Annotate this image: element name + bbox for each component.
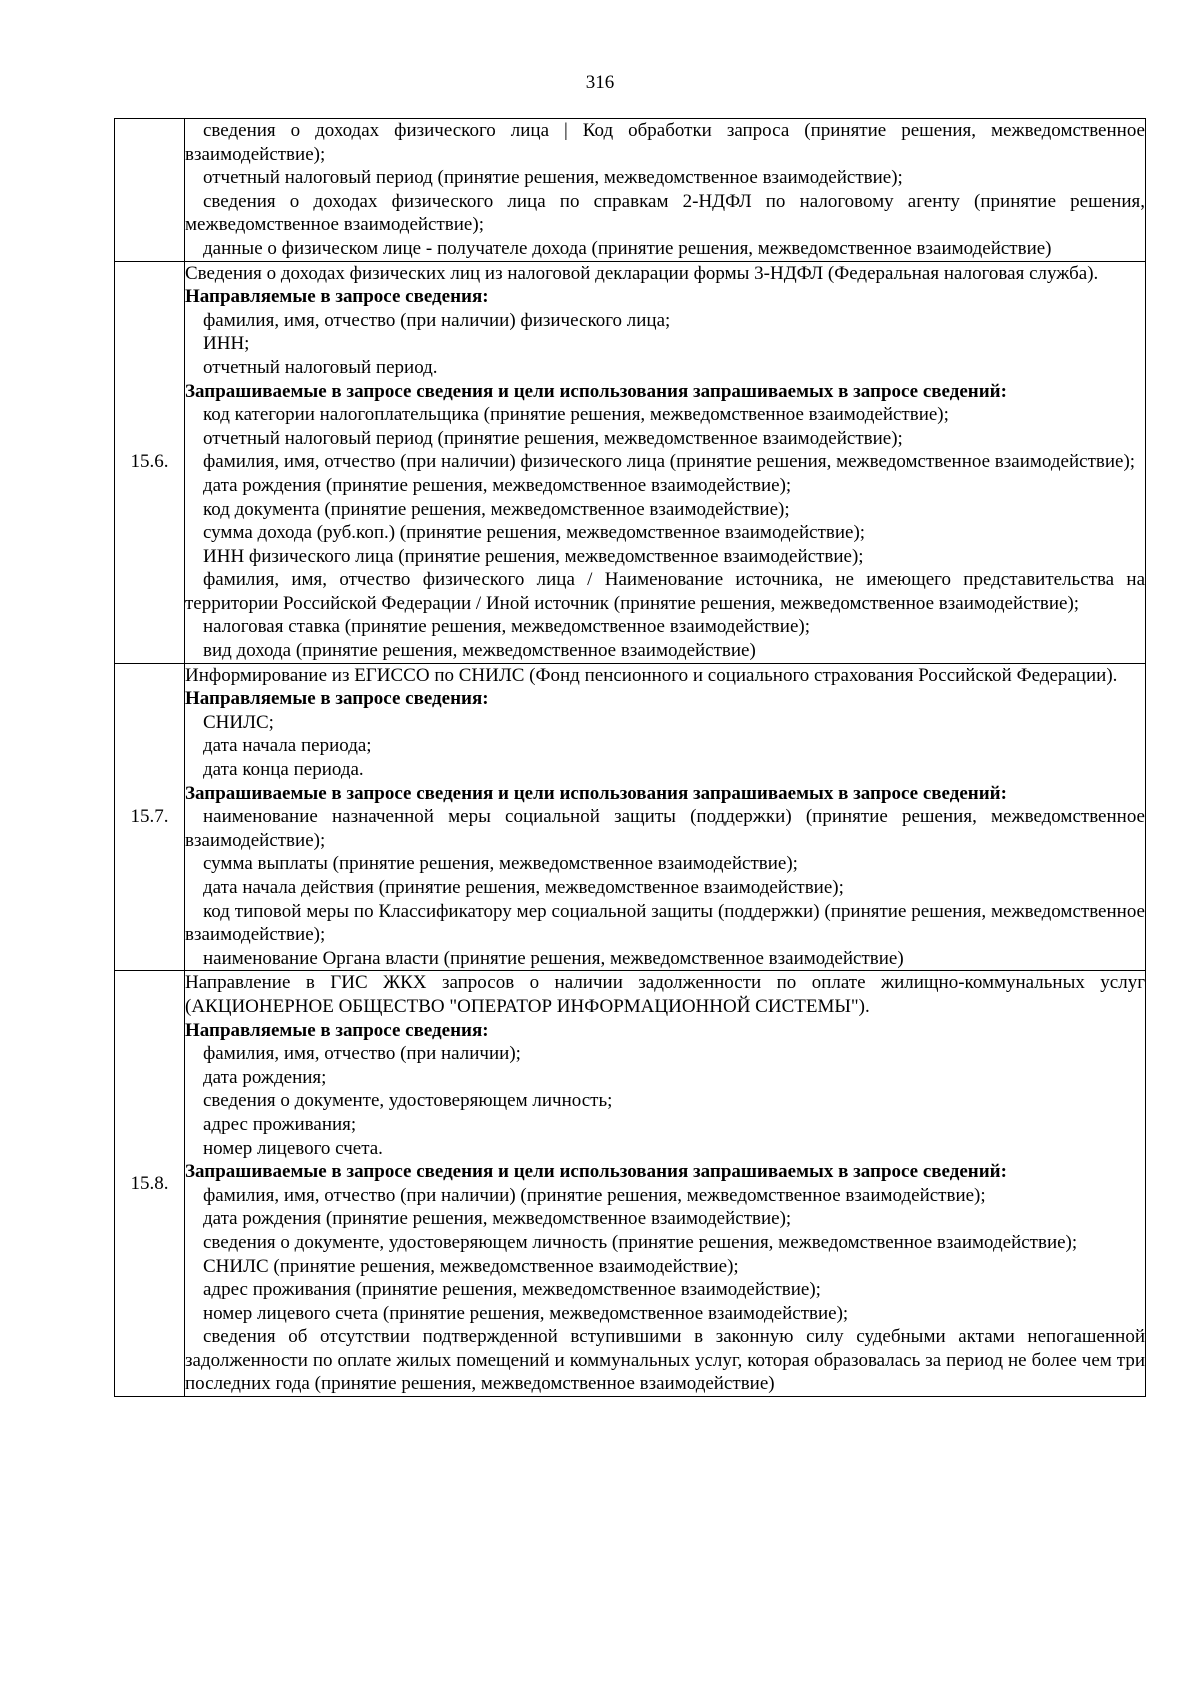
list-item: ИНН; xyxy=(203,333,250,355)
list-item: СНИЛС (принятие решения, межведомственное взаимодействие); xyxy=(203,1255,739,1277)
row-content xyxy=(185,663,1146,971)
list-item: сумма выплаты (принятие решения, межведомственное взаимодействие); xyxy=(203,853,798,875)
table-row xyxy=(115,971,1146,1397)
section-heading: Направляемые в запросе сведения: xyxy=(185,1019,489,1041)
list-item: вид дохода (принятие решения, межведомственное взаимодействие) xyxy=(203,640,756,662)
row-content xyxy=(185,119,1146,262)
row-number: 15.7. xyxy=(115,663,185,971)
list-item: Направление в ГИС ЖКХ запросов о наличии задолженности по оплате жилищно-коммунальных услуг (АКЦИОНЕРНОЕ ОБЩЕСТВО "ОПЕРАТОР ИНФОРМАЦИОННОЙ СИСТЕМЫ"). xyxy=(185,972,1145,1017)
list-item: сведения о доходах физического лица по справкам 2-НДФЛ по налоговому агенту (принятие решения, межведомственное взаимодействие); xyxy=(185,190,1145,236)
list-item: дата рождения (принятие решения, межведомственное взаимодействие); xyxy=(203,1208,792,1230)
list-item: адрес проживания (принятие решения, межведомственное взаимодействие); xyxy=(203,1279,821,1301)
list-item: дата начала действия (принятие решения, межведомственное взаимодействие); xyxy=(203,877,844,898)
list-item: дата конца периода. xyxy=(203,759,364,781)
list-item: сведения о доходах физического лица | Код обработки запроса (принятие решения, межведомственное взаимодействие); xyxy=(185,120,1145,165)
list-item: код типовой меры по Классификатору мер социальной защиты (поддержки) (принятие решения, межведомственное взаимодействие); xyxy=(185,900,1145,946)
row-content xyxy=(185,971,1146,1397)
list-item: налоговая ставка (принятие решения, межведомственное взаимодействие); xyxy=(203,616,810,638)
list-item: фамилия, имя, отчество (при наличии); xyxy=(203,1043,521,1065)
section-heading: Запрашиваемые в запросе сведения и цели использования запрашиваемых в запросе сведений: xyxy=(185,380,1007,402)
list-item: наименование назначенной меры социальной защиты (поддержки) (принятие решения, межведомственное взаимодействие); xyxy=(185,806,1145,851)
table-row xyxy=(115,261,1146,663)
list-item: фамилия, имя, отчество физического лица / Наименование источника, не имеющего представительства на территории Российской Федерации / Иной источник (принятие решения, межведомственное взаимодействие); xyxy=(185,569,1145,614)
list-item: код документа (принятие решения, межведомственное взаимодействие); xyxy=(203,498,790,520)
list-item: сумма дохода (руб.коп.) (принятие решения, межведомственное взаимодействие); xyxy=(203,522,866,544)
list-item: данные о физическом лице - получателе дохода (принятие решения, межведомственное взаимодействие) xyxy=(203,237,1052,259)
list-item: номер лицевого счета. xyxy=(203,1137,383,1159)
list-item: код категории налогоплательщика (принятие решения, межведомственное взаимодействие); xyxy=(203,404,949,426)
row-number: 15.8. xyxy=(115,971,185,1397)
list-item: фамилия, имя, отчество (при наличии) физического лица; xyxy=(203,309,671,331)
list-item: СНИЛС; xyxy=(203,711,274,733)
list-item: дата рождения (принятие решения, межведомственное взаимодействие); xyxy=(203,474,792,496)
list-item: адрес проживания; xyxy=(203,1113,357,1135)
list-item: ИНН физического лица (принятие решения, межведомственное взаимодействие); xyxy=(203,545,864,567)
list-item: сведения о документе, удостоверяющем личность; xyxy=(203,1090,613,1112)
row-number: 15.6. xyxy=(115,261,185,663)
section-heading: Направляемые в запросе сведения: xyxy=(185,286,489,308)
list-item: сведения о документе, удостоверяющем личность (принятие решения, межведомственное взаимодействие); xyxy=(203,1231,1078,1253)
list-item: отчетный налоговый период. xyxy=(203,356,438,378)
list-item: дата рождения; xyxy=(203,1066,327,1088)
list-item: фамилия, имя, отчество (при наличии) физического лица (принятие решения, межведомственное взаимодействие); xyxy=(203,451,1136,473)
list-item: Сведения о доходах физических лиц из налоговой декларации формы 3-НДФЛ (Федеральная налоговая служба). xyxy=(185,262,1099,284)
list-item: номер лицевого счета (принятие решения, межведомственное взаимодействие); xyxy=(203,1302,849,1324)
list-item: дата начала периода; xyxy=(203,735,372,757)
section-heading: Направляемые в запросе сведения: xyxy=(185,688,489,710)
row-content xyxy=(185,261,1146,663)
list-item: Информирование из ЕГИССО по СНИЛС (Фонд пенсионного и социального страхования Российской Федерации). xyxy=(185,664,1118,686)
document-table xyxy=(114,118,1146,1397)
list-item: фамилия, имя, отчество (при наличии) (принятие решения, межведомственное взаимодействие); xyxy=(203,1184,986,1206)
list-item: сведения об отсутствии подтвержденной вступившими в законную силу судебными актами непогашенной задолженности по оплате жилых помещений и коммунальных услуг, которая образовалась за период не более чем три последних года (принятие решения, межведомственное взаимодействие) xyxy=(185,1326,1145,1395)
list-item: отчетный налоговый период (принятие решения, межведомственное взаимодействие); xyxy=(203,427,903,449)
page-number: 316 xyxy=(585,72,615,93)
section-heading: Запрашиваемые в запросе сведения и цели использования запрашиваемых в запросе сведений: xyxy=(185,782,1007,804)
list-item: наименование Органа власти (принятие решения, межведомственное взаимодействие) xyxy=(203,947,904,969)
table-row xyxy=(115,119,1146,262)
list-item: отчетный налоговый период (принятие решения, межведомственное взаимодействие); xyxy=(203,167,903,189)
section-heading: Запрашиваемые в запросе сведения и цели использования запрашиваемых в запросе сведений: xyxy=(185,1161,1007,1183)
table-row xyxy=(115,663,1146,971)
row-number xyxy=(115,119,185,262)
